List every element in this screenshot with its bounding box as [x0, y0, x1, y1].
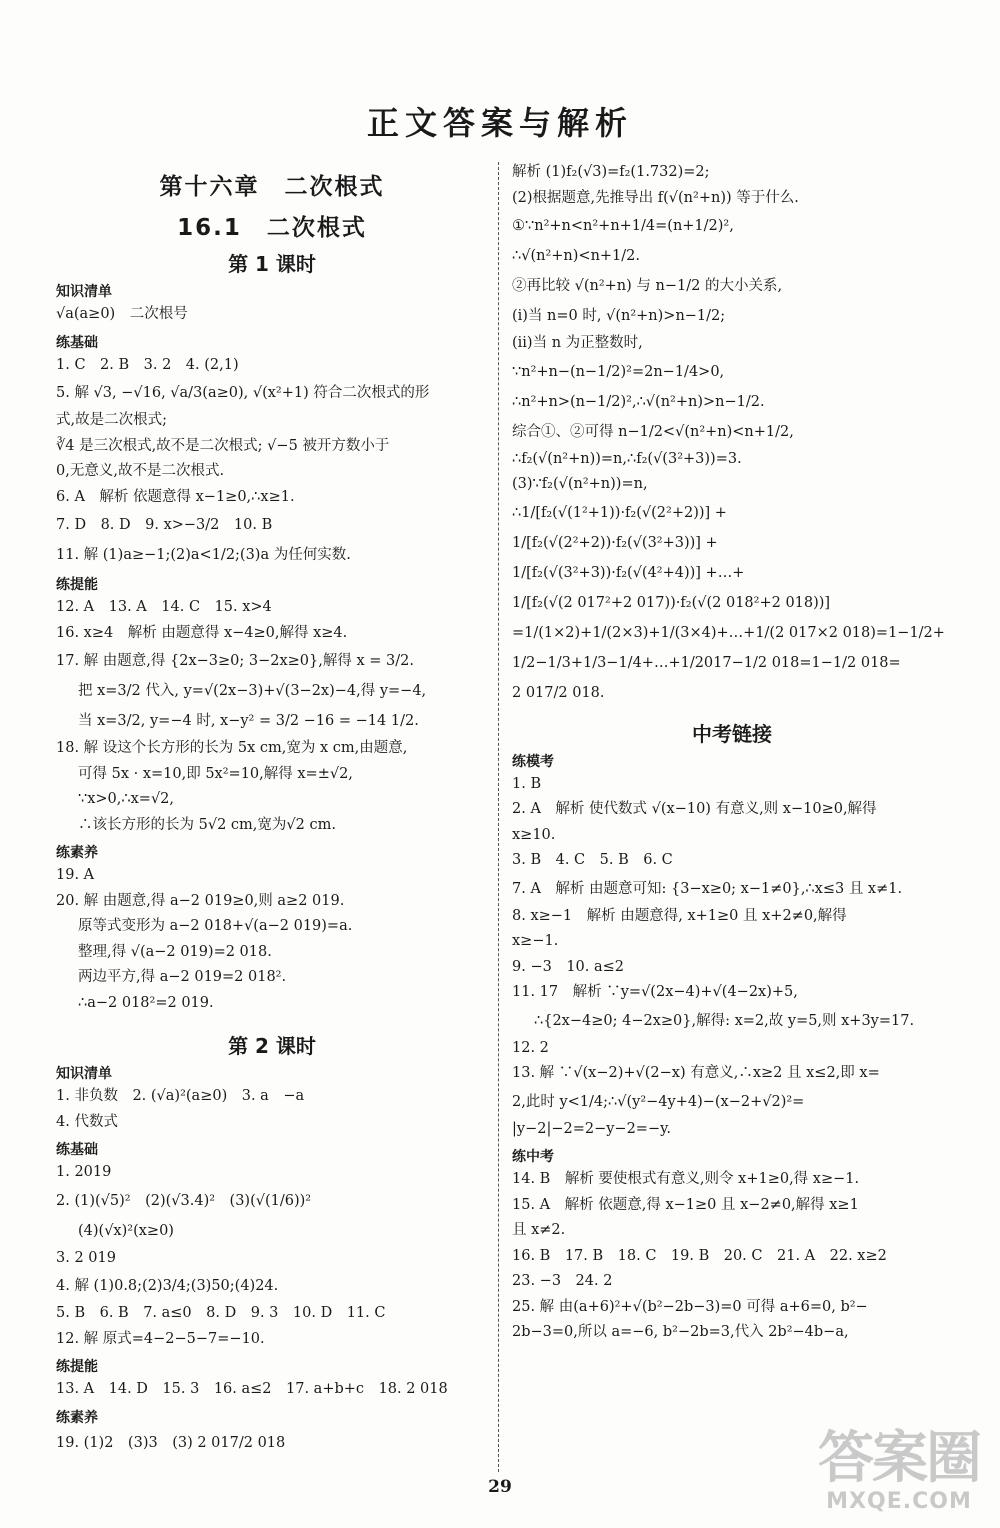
answer-line: 25. 解 由(a+6)²+√(b²−2b−3)=0 可得 a+6=0, b²− [512, 1298, 868, 1315]
answer-line: ∴1/[f₂(√(1²+1))·f₂(√(2²+2))] + [512, 504, 727, 521]
answer-line: 把 x=3/2 代入, y=√(2x−3)+√(3−2x)−4,得 y=−4, [78, 683, 427, 699]
answer-line: 1. 非负数 2. (√a)²(a≥0) 3. a −a [56, 1088, 305, 1104]
answer-line: 2,此时 y<1/4;∴√(y²−4y+4)−(x−2+√2)²= [512, 1093, 805, 1110]
answer-line: |y−2|−2=2−y−2=−y. [512, 1120, 671, 1137]
page-title: 正文答案与解析 [366, 104, 633, 142]
section-label: 练提能 [56, 577, 98, 593]
answer-line: 5. 解 √3, −√16, √a/3(a≥0), √(x²+1) 符合二次根式的形 [56, 385, 430, 401]
answer-line: 1/[f₂(√(3²+3))·f₂(√(4²+4))] +…+ [512, 564, 745, 581]
answer-line: 3. 2 019 [56, 1249, 116, 1266]
section-label: 练提能 [56, 1359, 98, 1375]
answer-line: 整理,得 √(a−2 019)=2 018. [78, 943, 272, 960]
answer-line: 16. B 17. B 18. C 19. B 20. C 21. A 22. x≥2 [512, 1247, 887, 1264]
chapter-heading: 第十六章 二次根式 [159, 174, 385, 200]
answer-line: 16. x≥4 解析 由题意得 x−4≥0,解得 x≥4. [56, 624, 348, 641]
answer-line: 1. C 2. B 3. 2 4. (2,1) [56, 356, 239, 373]
section-label: 知识清单 [56, 1066, 112, 1082]
answer-line: 2 017/2 018. [512, 684, 605, 701]
answer-line: 6. A 解析 依题意得 x−1≥0,∴x≥1. [56, 488, 295, 505]
answer-line: 2. (1)(√5)² (2)(√3.4)² (3)(√(1/6))² [56, 1192, 312, 1209]
left-column [56, 160, 488, 1458]
answer-line: ∴√(n²+n)<n+1/2. [512, 248, 641, 264]
answer-line: ①∵n²+n<n²+n+1/4=(n+1/2)², [512, 218, 734, 234]
answer-line: 20. 解 由题意,得 a−2 019≥0,则 a≥2 019. [56, 892, 345, 909]
section-heading: 16.1 二次根式 [177, 215, 367, 241]
answer-line: 11. 17 解析 ∵y=√(2x−4)+√(4−2x)+5, [512, 984, 798, 1000]
answer-line: (ⅰ)当 n=0 时, √(n²+n)>n−1/2; [512, 308, 726, 324]
answer-line: =1/(1×2)+1/(2×3)+1/(3×4)+…+1/(2 017×2 018)=1−1/2+ [512, 624, 945, 641]
answer-line: 原等式变形为 a−2 018+√(a−2 019)=a. [78, 918, 353, 934]
answer-line: 1/2−1/3+1/3−1/4+…+1/2017−1/2 018=1−1/2 018= [512, 654, 901, 671]
answer-line: ∴n²+n>(n−1/2)²,∴√(n²+n)>n−1/2. [512, 393, 765, 410]
answer-line: 1. B [512, 775, 542, 792]
column-divider [498, 162, 499, 1472]
right-column [512, 160, 952, 1346]
answer-line: ∵n²+n−(n−1/2)²=2n−1/4>0, [512, 363, 725, 380]
answer-line: √a(a≥0) 二次根号 [56, 306, 188, 322]
answer-line: 12. 解 原式=4−2−5−7=−10. [56, 1330, 265, 1347]
answer-line: ∴f₂(√(n²+n))=n,∴f₂(√(3²+3))=3. [512, 450, 742, 467]
answer-line: 7. A 解析 由题意可知: {3−x≥0; x−1≠0},∴x≤3 且 x≠1. [512, 880, 903, 897]
answer-line: 解析 (1)f₂(√3)=f₂(1.732)=2; [512, 164, 710, 180]
section-label: 练基础 [56, 334, 98, 351]
answer-line: (2)根据题意,先推导出 f(√(n²+n)) 等于什么. [512, 189, 799, 206]
lesson-2-heading: 第 2 课时 [228, 1034, 316, 1058]
answer-line: x≥−1. [512, 933, 559, 949]
answer-line: 8. x≥−1 解析 由题意得, x+1≥0 且 x+2≠0,解得 [512, 907, 847, 924]
answer-line: 19. (1)2 (3)3 (3) 2 017/2 018 [56, 1434, 286, 1451]
section-label: 知识清单 [56, 284, 112, 300]
answer-line: 23. −3 24. 2 [512, 1273, 613, 1289]
answer-line: 19. A [56, 867, 95, 883]
section-label: 练模考 [512, 753, 554, 770]
answer-line: 0,无意义,故不是二次根式. [56, 463, 225, 479]
answer-line: 1. 2019 [56, 1164, 112, 1180]
answer-line: 13. A 14. D 15. 3 16. a≤2 17. a+b+c 18. 2 018 [56, 1381, 448, 1397]
section-label: 练素养 [56, 845, 98, 861]
answer-line: 13. 解 ∵√(x−2)+√(2−x) 有意义,∴x≥2 且 x≤2,即 x= [512, 1065, 880, 1081]
answer-line: x≥10. [512, 826, 556, 843]
page-number: 29 [488, 1477, 512, 1497]
answer-line: 7. D 8. D 9. x>−3/2 10. B [56, 517, 273, 533]
lesson-1-heading: 第 1 课时 [228, 252, 316, 276]
answer-line: ∴该长方形的长为 5√2 cm,宽为√2 cm. [78, 816, 336, 833]
answer-line: ∵x>0,∴x=√2, [78, 791, 175, 807]
answer-line: 1/[f₂(√(2 017²+2 017))·f₂(√(2 018²+2 018))] [512, 594, 831, 611]
answer-line: 15. A 解析 依题意,得 x−1≥0 且 x−2≠0,解得 x≥1 [512, 1196, 859, 1213]
answer-line: 4. 代数式 [56, 1113, 118, 1130]
answer-line: 综合①、②可得 n−1/2<√(n²+n)<n+1/2, [512, 423, 794, 440]
answer-line: 1/[f₂(√(2²+2))·f₂(√(3²+3))] + [512, 534, 718, 551]
answer-line: 18. 解 设这个长方形的长为 5x cm,宽为 x cm,由题意, [56, 740, 408, 756]
answer-line: ∴{2x−4≥0; 4−2x≥0},解得: x=2,故 y=5,则 x+3y=17. [534, 1012, 915, 1029]
watermark-url: MXQE.COM [826, 1489, 972, 1514]
answer-line: ②再比较 √(n²+n) 与 n−1/2 的大小关系, [512, 278, 783, 294]
answer-line: 2b−3=0,所以 a=−6, b²−2b=3,代入 2b²−4b−a, [512, 1324, 849, 1340]
section-label: 练中考 [512, 1149, 554, 1165]
answer-line: 3. B 4. C 5. B 6. C [512, 852, 673, 868]
answer-line: ∴a−2 018²=2 019. [78, 994, 214, 1011]
answer-line: 17. 解 由题意,得 {2x−3≥0; 3−2x≥0},解得 x = 3/2. [56, 653, 414, 669]
answer-line: 且 x≠2. [512, 1222, 566, 1238]
section-label: 练基础 [56, 1142, 98, 1158]
answer-line: 12. 2 [512, 1039, 549, 1056]
answer-line: 当 x=3/2, y=−4 时, x−y² = 3/2 −16 = −14 1/2. [78, 713, 419, 729]
answer-line: 5. B 6. B 7. a≤0 8. D 9. 3 10. D 11. C [56, 1305, 386, 1321]
answer-line: 可得 5x · x=10,即 5x²=10,解得 x=±√2, [78, 765, 353, 782]
section-label: 练素养 [56, 1409, 98, 1426]
answer-line: 两边平方,得 a−2 019=2 018². [78, 969, 287, 985]
answer-line: (3)∵f₂(√(n²+n))=n, [512, 476, 648, 492]
answer-line: ∛4 是三次根式,故不是二次根式; √−5 被开方数小于 [56, 437, 390, 454]
answer-line: 14. B 解析 要使根式有意义,则令 x+1≥0,得 x≥−1. [512, 1171, 860, 1187]
watermark-text: 答案圈 [818, 1426, 980, 1491]
answer-line: 11. 解 (1)a≥−1;(2)a<1/2;(3)a 为任何实数. [56, 547, 351, 563]
answer-line: 式,故是二次根式; [56, 412, 167, 428]
answer-line: (4)(√x)²(x≥0) [78, 1222, 174, 1239]
answer-line: (ⅱ)当 n 为正整数时, [512, 335, 643, 351]
answer-line: 2. A 解析 使代数式 √(x−10) 有意义,则 x−10≥0,解得 [512, 801, 877, 817]
watermark-logo [818, 1426, 980, 1514]
answer-line: 9. −3 10. a≤2 [512, 958, 625, 975]
answer-line: 12. A 13. A 14. C 15. x>4 [56, 599, 272, 615]
answer-line: 4. 解 (1)0.8;(2)3/4;(3)50;(4)24. [56, 1278, 279, 1294]
exam-link-heading: 中考链接 [692, 721, 772, 746]
